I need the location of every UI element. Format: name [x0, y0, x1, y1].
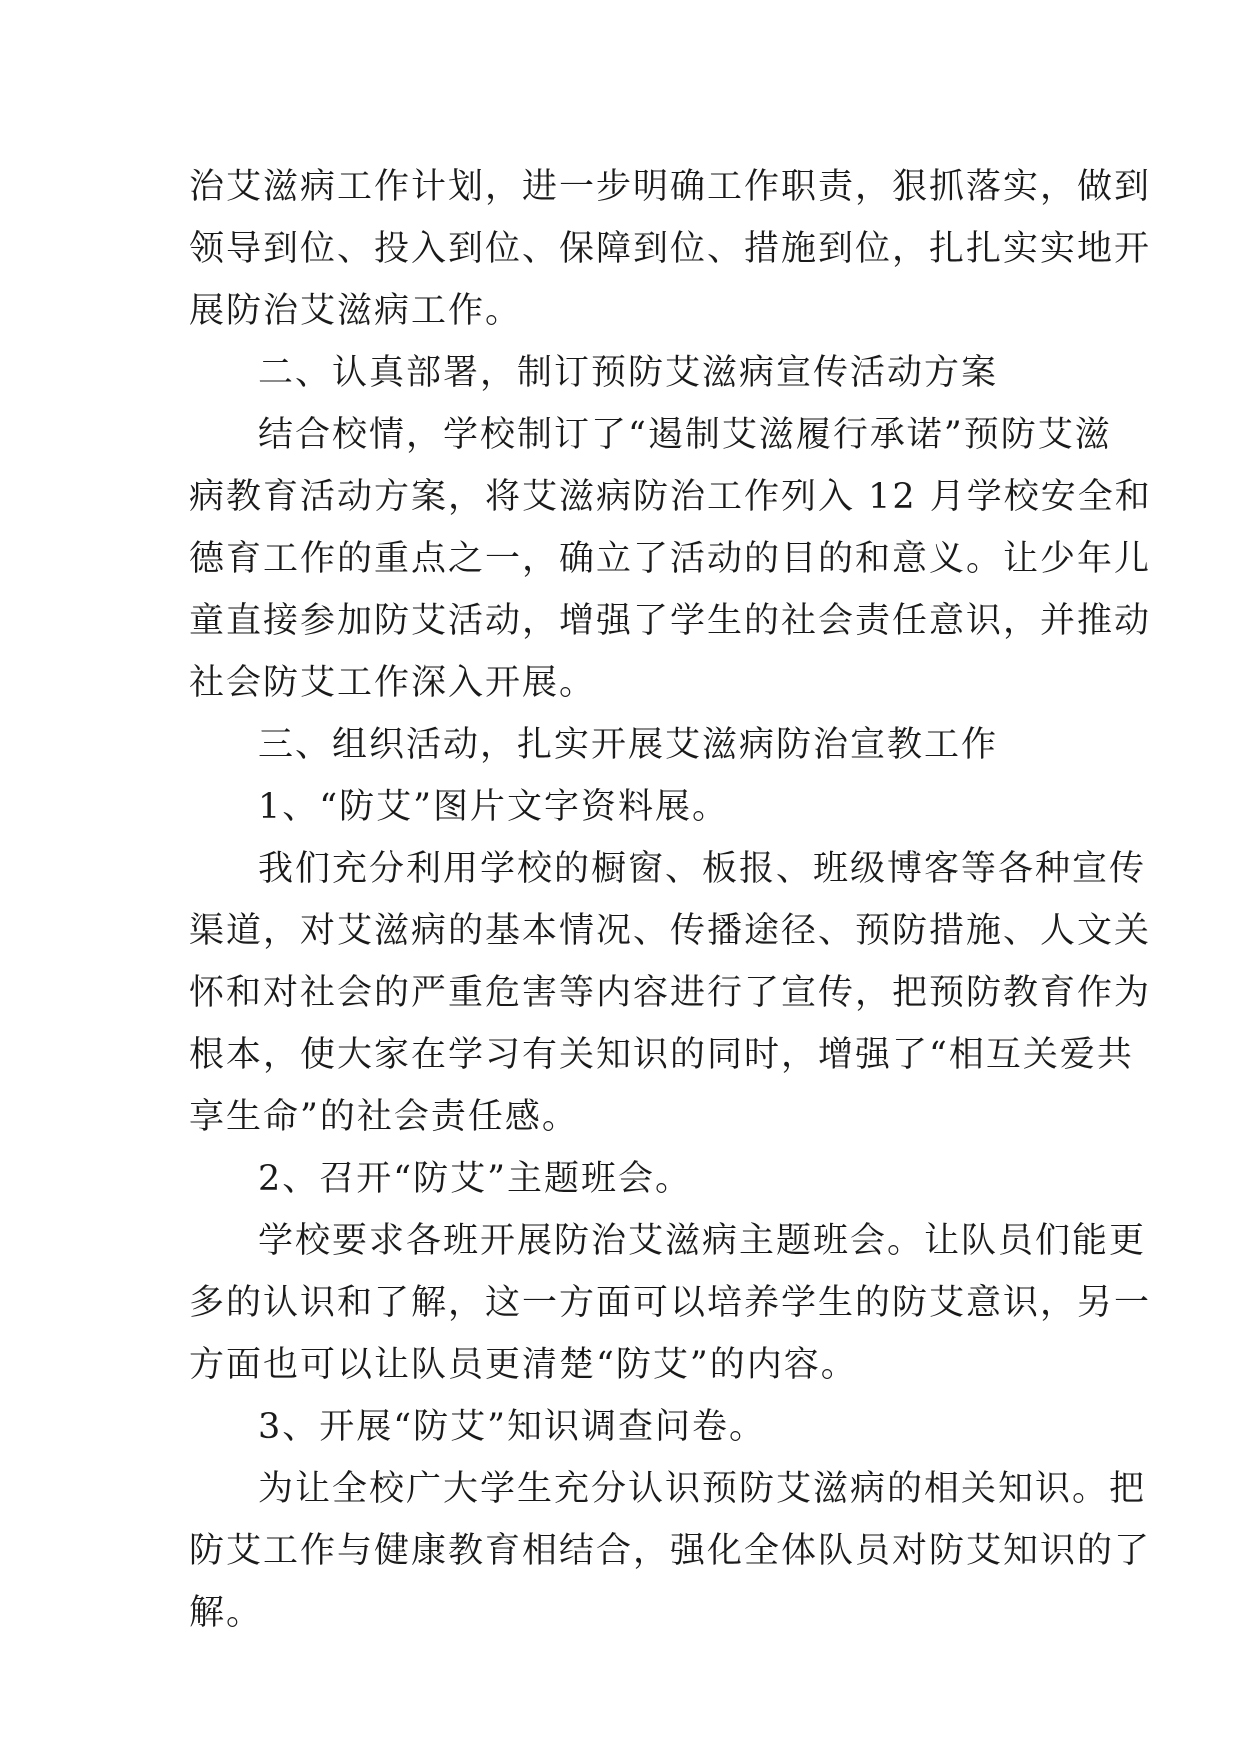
paragraph-activity-plan [189, 404, 1152, 714]
text-line: 为让全校广大学生充分认识预防艾滋病的相关知识。把 [258, 1469, 1147, 1509]
text-line: 多的认识和了解，这一方面可以培养学生的防艾意识，另一 [189, 1283, 1152, 1323]
section-heading-2 [189, 342, 1059, 404]
text-line: 社会防艾工作深入开展。 [189, 663, 597, 703]
text-line: 展防治艾滋病工作。 [189, 291, 523, 331]
text-line: 渠道，对艾滋病的基本情况、传播途径、预防措施、人文关 [189, 911, 1152, 951]
subheading-line: 1、“防艾”图片文字资料展。 [258, 787, 730, 827]
section-heading-3 [189, 714, 1059, 776]
text-line: 方面也可以让队员更清楚“防艾”的内容。 [189, 1345, 858, 1385]
paragraph-intro-continuation [189, 156, 1152, 342]
subheading-2 [189, 1148, 1059, 1210]
text-line: 结合校情，学校制订了“遏制艾滋履行承诺”预防艾滋 [258, 415, 1112, 455]
document-page [189, 156, 1152, 1644]
subheading-line: 3、开展“防艾”知识调查问卷。 [258, 1407, 767, 1447]
text-line: 德育工作的重点之一，确立了活动的目的和意义。让少年儿 [189, 539, 1152, 579]
text-line: 怀和对社会的严重危害等内容进行了宣传，把预防教育作为 [189, 973, 1152, 1013]
paragraph-exhibition [189, 838, 1152, 1148]
text-line: 享生命”的社会责任感。 [189, 1097, 579, 1137]
text-line: 解。 [189, 1593, 264, 1633]
text-line: 防艾工作与健康教育相结合，强化全体队员对防艾知识的了 [189, 1531, 1152, 1571]
text-line: 根本，使大家在学习有关知识的同时，增强了“相互关爱共 [189, 1035, 1134, 1075]
text-line: 学校要求各班开展防治艾滋病主题班会。让队员们能更 [258, 1221, 1147, 1261]
subheading-3 [189, 1396, 1059, 1458]
text-line: 病教育活动方案，将艾滋病防治工作列入 12 月学校安全和 [189, 477, 1152, 517]
heading-line: 二、认真部署，制订预防艾滋病宣传活动方案 [258, 353, 999, 393]
text-line: 我们充分利用学校的橱窗、板报、班级博客等各种宣传 [258, 849, 1147, 889]
paragraph-survey [189, 1458, 1152, 1644]
subheading-line: 2、召开“防艾”主题班会。 [258, 1159, 693, 1199]
text-line: 领导到位、投入到位、保障到位、措施到位，扎扎实实地开 [189, 229, 1152, 269]
heading-line: 三、组织活动，扎实开展艾滋病防治宣教工作 [258, 725, 999, 765]
text-line: 童直接参加防艾活动，增强了学生的社会责任意识，并推动 [189, 601, 1152, 641]
subheading-1 [189, 776, 1059, 838]
paragraph-class-meeting [189, 1210, 1152, 1396]
text-line: 治艾滋病工作计划，进一步明确工作职责，狠抓落实，做到 [189, 167, 1152, 207]
